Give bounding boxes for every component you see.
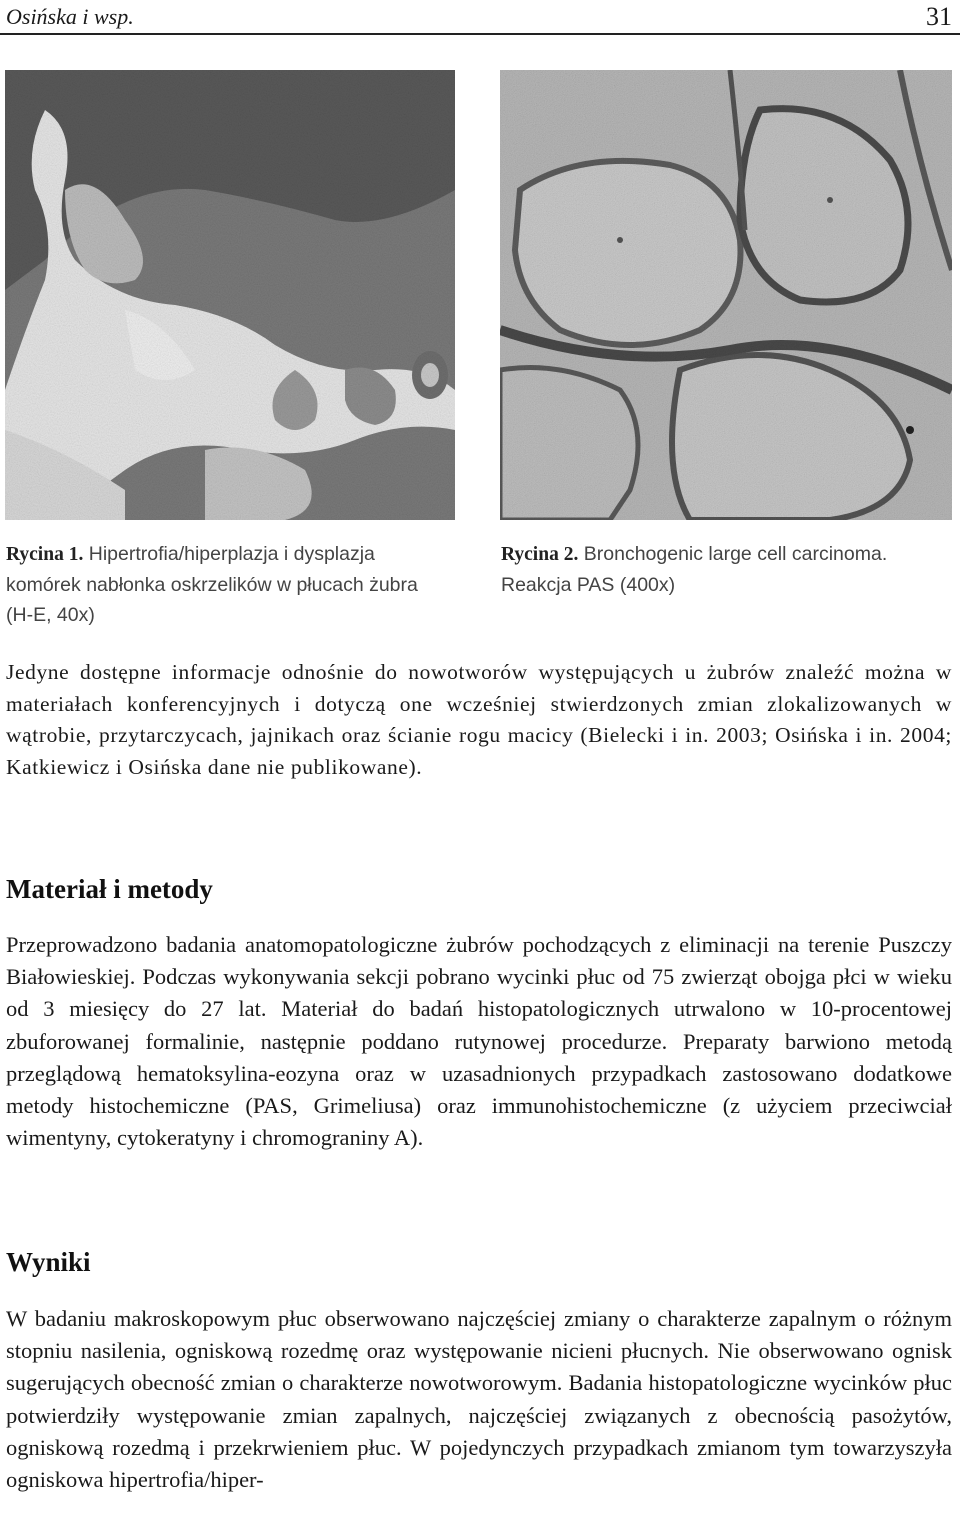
- figure-1-caption: [6, 539, 450, 630]
- figure-2-micrograph: [500, 70, 952, 520]
- figure-1-micrograph: [5, 70, 455, 520]
- figure-2-caption: [501, 539, 957, 600]
- figure-1-caption-label: Rycina 1.: [6, 544, 84, 565]
- section-heading-methods: Materiał i metody: [6, 874, 213, 904]
- running-head-author: Osińska i wsp.: [6, 4, 134, 29]
- section-heading-results: Wyniki: [6, 1247, 91, 1277]
- running-head: [0, 0, 960, 36]
- figure-2-caption-label: Rycina 2.: [501, 544, 579, 565]
- methods-paragraph: Przeprowadzono badania anatomopatologiczne żubrów pochodzących z eliminacji na terenie Puszczy Białowieskiej. Podczas wykonywania sekcji pobrano wycinki płuc od 75 zwierząt obojga płci w wieku od 3 miesięcy do 27 lat. Materiał do badań histopatologicznych utrwalono w 10-procentowej zbuforowanej formalinie, następnie poddano rutynowej procedurze. Preparaty barwiono metodą przeglądową hematoksylina-eozyna oraz w uzasadnionych przypadkach zastosowano dodatkowe metody histochemiczne (PAS, Grimeliusa) oraz immunohistochemiczne (z użyciem przeciwciał wimentyny, cytokeratyny i chromograniny A).: [6, 932, 952, 1151]
- intro-paragraph: Jedyne dostępne informacje odnośnie do nowotworów występujących u żubrów znaleźć można w materiałach konferencyjnych i dotyczą one wcześniej stwierdzonych zmian zlokalizowanych w wątrobie, przytarczycach, jajnikach oraz ścianie rogu macicy (Bielecki i in. 2003; Osińska i in. 2004; Katkiewicz i Osińska dane nie publikowane).: [6, 660, 952, 779]
- figure-1-caption-text: Hipertrofia/hiperplazja i dysplazja komórek nabłonka oskrzelików w płucach żubra (H-E, 40x): [6, 543, 418, 626]
- figure-2-caption-text: Bronchogenic large cell carcinoma. Reakcja PAS (400x): [501, 543, 888, 596]
- header-rule: [0, 33, 960, 35]
- page-number: 31: [926, 2, 952, 31]
- results-paragraph: W badaniu makroskopowym płuc obserwowano najczęściej zmiany o charakterze zapalnym o różnym stopniu nasilenia, ogniskową rozedmę oraz występowanie nicieni płucnych. Nie obserwowano ognisk sugerujących obecność zmian o charakterze nowotworowym. Badania histopatologiczne wycinków płuc potwierdziły występowanie zmian zapalnych, najczęściej związanych z obecnością pasożytów, ogniskową rozedmą i przekrwieniem płuc. W pojedynczych przypadkach zmianom tym towarzyszyła ogniskowa hipertrofia/hiper-: [6, 1306, 952, 1493]
